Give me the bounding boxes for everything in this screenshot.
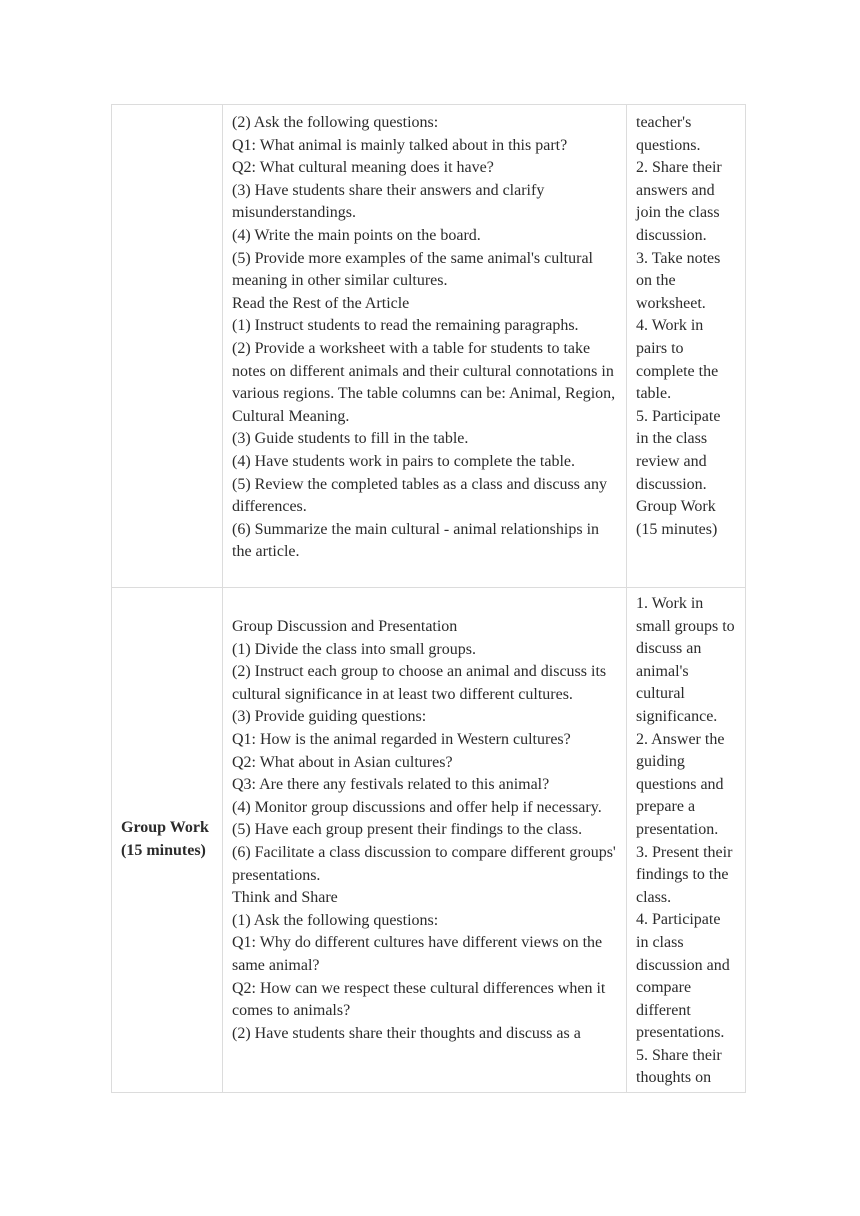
teacher-line: Q2: What about in Asian cultures? (232, 753, 453, 771)
teacher-line: (1) Divide the class into small groups. (232, 640, 476, 658)
teacher-line: Q2: What cultural meaning does it have? (232, 159, 494, 177)
student-activities-cell (627, 105, 746, 588)
teacher-line: (1) Ask the following questions: (232, 911, 439, 929)
student-line: 4. Work in pairs to complete the table. (636, 317, 719, 403)
lesson-plan-table (111, 104, 746, 1093)
teacher-line: (6) Facilitate a class discussion to compare different groups' presentations. (232, 843, 616, 884)
student-line: 1. Work in small groups to discuss an animal's cultural significance. (636, 595, 735, 725)
teacher-line: Q1: How is the animal regarded in Western cultures? (232, 730, 571, 748)
table-row (112, 105, 746, 588)
stage-cell (112, 105, 223, 588)
teacher-activities-cell (223, 105, 627, 588)
stage-cell (112, 588, 223, 1093)
teacher-line: (6) Summarize the main cultural - animal relationships in the article. (232, 520, 600, 561)
teacher-line: (4) Write the main points on the board. (232, 226, 481, 244)
student-line: 2. Share their answers and join the class discussion. (636, 159, 722, 244)
teacher-line: (1) Instruct students to read the remaining paragraphs. (232, 317, 579, 335)
teacher-line: (2) Provide a worksheet with a table for students to take notes on different animals and their cultural connotations in various regions. The table columns can be: Animal, Region, Cultural Meaning. (232, 339, 616, 425)
teacher-line: Read the Rest of the Article (232, 294, 410, 312)
teacher-line: (5) Have each group present their findings to the class. (232, 821, 583, 839)
teacher-line: Q3: Are there any festivals related to this animal? (232, 776, 550, 794)
student-line: 5. Participate in the class review and discussion. (636, 407, 721, 493)
teacher-line: Q2: How can we respect these cultural differences when it comes to animals? (232, 979, 606, 1020)
teacher-line: Q1: What animal is mainly talked about in this part? (232, 136, 568, 154)
teacher-line: Think and Share (232, 889, 338, 907)
teacher-line: (2) Ask the following questions: (232, 114, 439, 131)
table-row (112, 588, 746, 1093)
teacher-line: (5) Provide more examples of the same animal's cultural meaning in other similar cultures. (232, 249, 593, 290)
teacher-line: (4) Monitor group discussions and offer help if necessary. (232, 798, 602, 816)
teacher-line: (2) Instruct each group to choose an animal and discuss its cultural significance in at least two different cultures. (232, 663, 607, 703)
teacher-line: Group Discussion and Presentation (232, 618, 458, 635)
teacher-line: (3) Have students share their answers and clarify misunderstandings. (232, 181, 545, 222)
student-line: 5. Share their thoughts on (636, 1046, 722, 1087)
student-activities-cell (627, 588, 746, 1093)
student-line: 3. Present their findings to the class. (636, 843, 733, 906)
student-line: teacher's questions. (636, 114, 701, 154)
student-line: 2. Answer the guiding questions and prepare a presentation. (636, 730, 725, 838)
teacher-line: (3) Provide guiding questions: (232, 708, 427, 726)
student-line: 4. Participate in class discussion and compare different presentations. (636, 911, 730, 1042)
teacher-line: (3) Guide students to fill in the table. (232, 430, 469, 448)
student-line: 3. Take notes on the worksheet. (636, 249, 721, 312)
teacher-line: (5) Review the completed tables as a class and discuss any differences. (232, 475, 607, 516)
teacher-activities-cell (223, 588, 627, 1093)
stage-label: Group Work (15 minutes) (121, 819, 209, 859)
teacher-line: Q1: Why do different cultures have different views on the same animal? (232, 934, 603, 974)
student-line: Group Work (15 minutes) (636, 498, 718, 538)
teacher-line: (4) Have students work in pairs to complete the table. (232, 452, 576, 470)
teacher-line: (2) Have students share their thoughts and discuss as a (232, 1024, 581, 1042)
